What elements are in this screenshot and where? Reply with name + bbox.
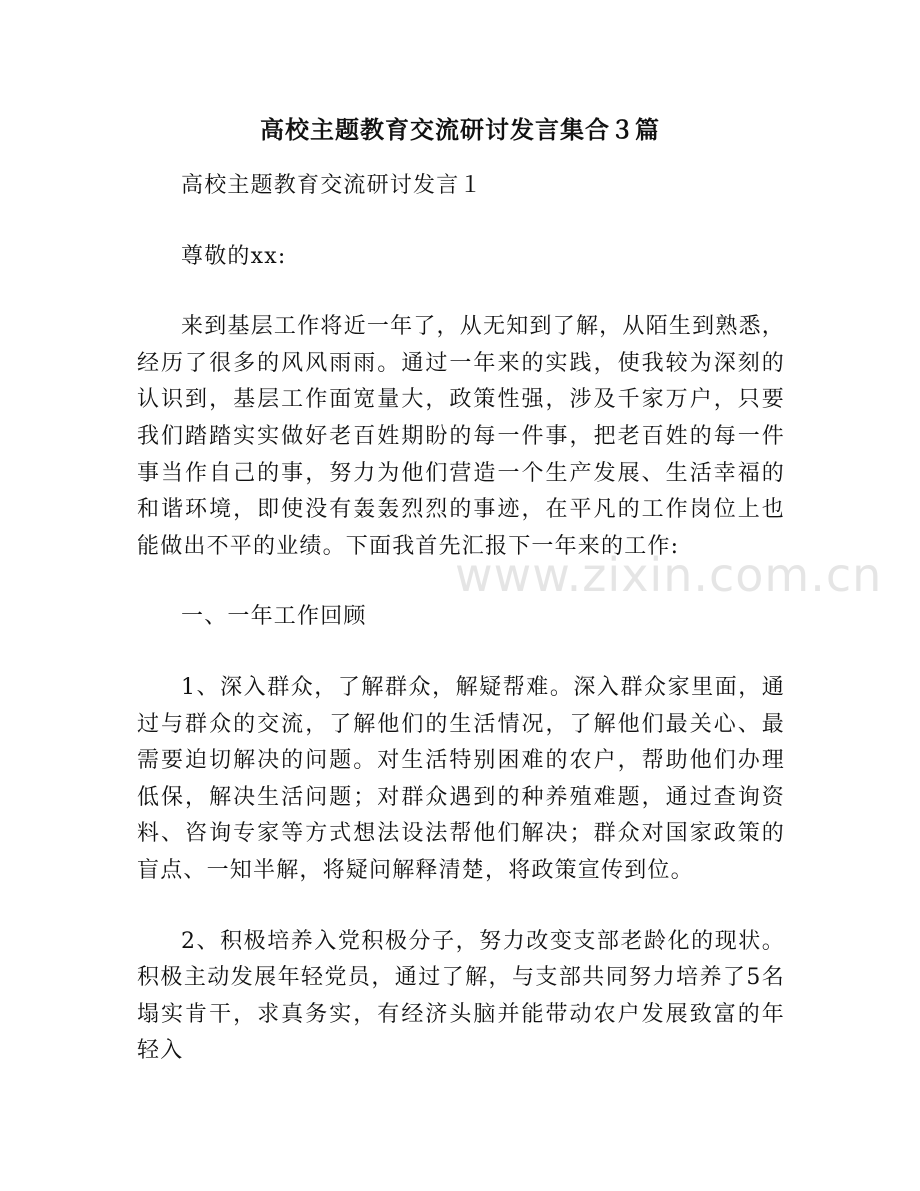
section-heading-1: 高校主题教育交流研讨发言１ [181,173,483,198]
paragraph-item-2: 2、积极培养入党积极分子，努力改变支部老龄化的现状。积极主动发展年轻党员，通过了解，与支部共同努力培养了5名塌实肯干，求真务实，有经济头脑并能带动农户发展致富的年轻入 [137,928,785,1064]
section-heading-review: 一、一年工作回顾 [181,604,367,630]
document-title: 高校主题教育交流研讨发言集合３篇 [260,116,660,144]
paragraph-item-1: 1、深入群众，了解群众，解疑帮难。深入群众家里面，通过与群众的交流，了解他们的生活情况，了解他们最关心、最需要迫切解决的问题。对生活特别困难的农户，帮助他们办理低保，解决生活问题；对群众遇到的种养殖难题，通过查询资料、咨询专家等方式想法设法帮他们解决；群众对国家政策的盲点、一知半解，将疑问解释清楚，将政策宣传到位。 [137,674,785,883]
document-body [137,168,785,1070]
salutation: 尊敬的xx: [181,243,287,269]
watermark: www.zixin.com.cn [455,548,883,602]
paragraph-intro: 来到基层工作将近一年了，从无知到了解，从陌生到熟悉，经历了很多的风风雨雨。通过一年来的实践，使我较为深刻的认识到，基层工作面宽量大，政策性强，涉及千家万户，只要我们踏踏实实做好老百姓期盼的每一件事，把老百姓的每一件事当作自己的事，努力为他们营造一个生产发展、生活幸福的和谐环境，即使没有轰轰烈烈的事迹，在平凡的工作岗位上也能做出不平的业绩。下面我首先汇报下一年来的工作: [137,314,785,559]
